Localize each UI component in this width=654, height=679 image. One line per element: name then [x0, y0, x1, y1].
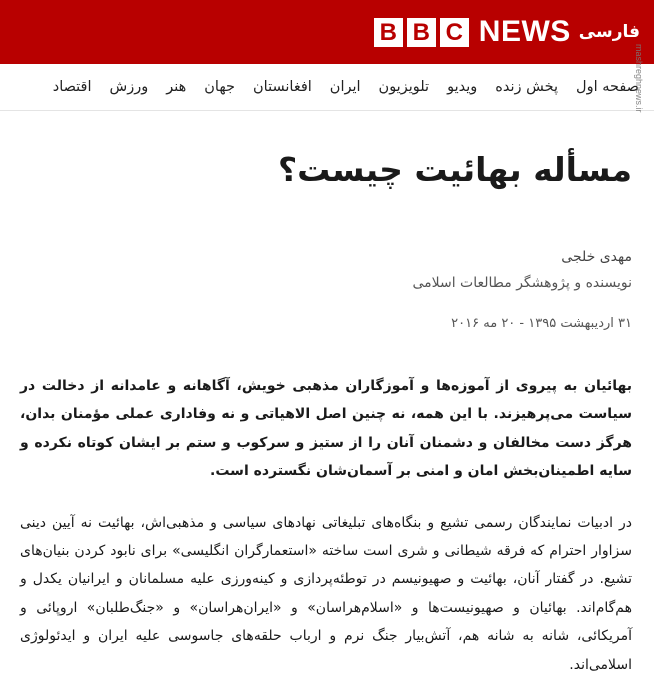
nav-item-tv[interactable]: تلویزیون	[378, 79, 430, 95]
lead-paragraph: بهائیان به پیروی از آموزه‌ها و آموزگاران مذهبی خویش، آگاهانه و عامدانه از دخالت در سیاست می‌پرهیزند. با این همه، نه چنین اصل الاهیاتی و نه وفاداری عملی مؤمنان بدان، هرگز دست مخالفان و دشمنان آنان را از ستیز و سرکوب و ستم بر ایشان کوتاه نکرده و سایه اطمینان‌بخش امان و امنی بر آسمان‌شان نگسترده است.	[20, 378, 632, 480]
byline	[412, 244, 632, 296]
bbc-block-c: C	[440, 18, 469, 47]
nav-item-world[interactable]: جهان	[204, 79, 235, 95]
bbc-blocks	[374, 18, 469, 47]
nav-list	[44, 64, 648, 110]
nav-item-video[interactable]: ویدیو	[447, 79, 478, 95]
nav-item-afghanistan[interactable]: افغانستان	[253, 79, 312, 95]
nav-item-home[interactable]: صفحه اول	[576, 79, 639, 95]
site-watermark: mashreghnews.ir	[634, 44, 644, 113]
news-wordmark: NEWS	[478, 15, 571, 48]
nav-item-sport[interactable]: ورزش	[109, 79, 149, 95]
nav-item-iran[interactable]: ایران	[329, 79, 361, 95]
body-paragraph: در ادبیات نمایندگان رسمی تشیع و بنگاه‌های تبلیغاتی نهادهای سیاسی و مذهبی‌اش، بهائیت نه آیین دینی سزاوار احترام که فرقه شیطانی و شری است ساخته «استعمارگران انگلیسی» برای نابود کردن بنیان‌های تشیع. در گفتار آنان، بهائیت و صهیونیسم در توطئه‌پردازی و کینه‌ورزی علیه مسلمانان و ایرانیان یکدل و هم‌گام‌اند. بهائیان و صهیونیست‌ها و «اسلام‌هراسان» و «ایران‌هراسان» و «جنگ‌طلبان» اروپائی و آمریکائی، شانه به شانه هم، آتش‌بیار جنگ نرم و ارباب حلقه‌های جاسوسی علیه ایران و ایدئولوژی اسلامی‌اند.	[20, 514, 632, 673]
persian-service-wordmark: فارسی	[578, 22, 640, 42]
article-body	[20, 372, 632, 679]
bbc-news-persian-logo[interactable]	[374, 15, 640, 49]
main-navigation	[0, 64, 654, 111]
author-role: نویسنده و پژوهشگر مطالعات اسلامی	[412, 275, 632, 291]
nav-item-art[interactable]: هنر	[166, 79, 187, 95]
nav-item-live[interactable]: پخش زنده	[495, 79, 559, 95]
masthead	[0, 0, 654, 64]
article-title: مسأله بهائیت چیست؟	[277, 150, 632, 189]
nav-item-economy[interactable]: اقتصاد	[52, 79, 92, 95]
publish-date: ۳۱ اردیبهشت ۱۳۹۵ - ۲۰ مه ۲۰۱۶	[451, 316, 632, 331]
bbc-block-b2: B	[407, 18, 436, 47]
author-name: مهدی خلجی	[561, 249, 632, 265]
bbc-block-b1: B	[374, 18, 403, 47]
